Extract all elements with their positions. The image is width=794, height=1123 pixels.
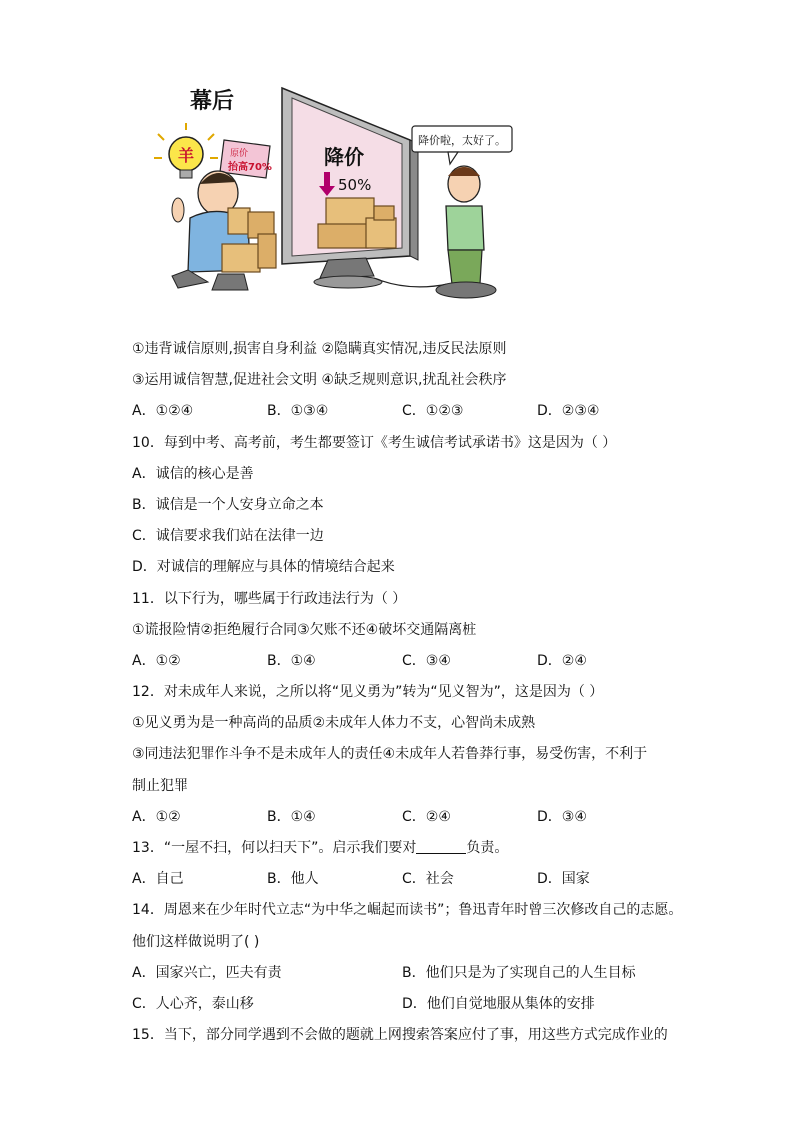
q9-options <box>132 396 672 427</box>
q13-stem-before: 13．“一屋不扫，何以扫天下”。启示我们要对 <box>132 840 417 856</box>
q11-option-b[interactable]: B．①④ <box>267 652 316 669</box>
q13-option-a[interactable]: A．自己 <box>132 871 184 888</box>
q12-statement-line-2: ③同违法犯罪作斗争不是未成年人的责任④未成年人若鲁莽行事，易受伤害，不利于 <box>132 746 648 763</box>
q14-option-d[interactable]: D．他们自觉地服从集体的安排 <box>402 995 595 1012</box>
price-tag-line1: 原价 <box>230 149 249 159</box>
q11-options <box>132 646 672 677</box>
q11-option-d[interactable]: D．②④ <box>537 652 587 669</box>
q10-option-b[interactable]: B．诚信是一个人安身立命之本 <box>132 496 324 513</box>
q14-stem-line-1: 14．周恩来在少年时代立志“为中华之崛起而读书”；鲁迅青年时曾三次修改自己的志愿。 <box>132 902 683 919</box>
q12-statement-line-1: ①见义勇为是一种高尚的品质②未成年人体力不支，心智尚未成熟 <box>132 715 536 732</box>
q14-option-b[interactable]: B．他们只是为了实现自己的人生目标 <box>402 964 636 981</box>
bulb-symbol: 羊 <box>178 146 195 165</box>
q10-option-c[interactable]: C．诚信要求我们站在法律一边 <box>132 528 324 545</box>
q11-statement: ①谎报险情②拒绝履行合同③欠账不还④破坏交通隔离桩 <box>132 621 477 638</box>
q12-option-a[interactable]: A．①② <box>132 808 181 825</box>
q12-stem: 12．对未成年人来说，之所以将“见义勇为”转为“见义智为”，这是因为（ ） <box>132 684 604 701</box>
speech-text: 降价啦，太好了。 <box>418 134 506 147</box>
q13-answer-blank[interactable] <box>416 839 466 854</box>
q14-options-row-1 <box>132 958 672 989</box>
q13-options <box>132 864 672 895</box>
q14-options-row-2 <box>132 989 672 1020</box>
q12-statement-line-3: 制止犯罪 <box>132 777 188 794</box>
q13-option-d[interactable]: D．国家 <box>537 871 590 888</box>
screen-boxes <box>318 198 396 248</box>
lightbulb-icon <box>154 123 218 178</box>
q13-stem <box>132 833 672 864</box>
q9-option-b[interactable]: B．①③④ <box>267 403 329 420</box>
q10-stem: 10．每到中考、高考前，考生都要签订《考生诚信考试承诺书》这是因为（ ） <box>132 434 617 451</box>
q9-statement-line-2: ③运用诚信智慧,促进社会文明 ④缺乏规则意识,扰乱社会秩序 <box>132 372 507 389</box>
q9-option-d[interactable]: D．②③④ <box>537 403 600 420</box>
screen-percent: 50% <box>338 176 372 194</box>
q14-option-c[interactable]: C．人心齐，泰山移 <box>132 995 254 1012</box>
speech-bubble <box>412 126 512 164</box>
cartoon-title: 幕后 <box>190 89 235 114</box>
q12-option-d[interactable]: D．③④ <box>537 808 587 825</box>
screen-title: 降价 <box>324 145 364 169</box>
q9-statement-line-1: ①违背诚信原则,损害自身利益 ②隐瞒真实情况,违反民法原则 <box>132 341 507 357</box>
q13-option-c[interactable]: C．社会 <box>402 871 454 888</box>
q9-option-a[interactable]: A．①②④ <box>132 403 194 420</box>
q11-option-a[interactable]: A．①② <box>132 652 181 669</box>
cartoon-illustration <box>148 78 518 310</box>
q13-stem-after: 负责。 <box>466 840 509 856</box>
q10-option-a[interactable]: A．诚信的核心是善 <box>132 465 254 482</box>
q12-options <box>132 802 672 833</box>
q14-option-a[interactable]: A．国家兴亡，匹夫有责 <box>132 964 282 981</box>
q9-option-c[interactable]: C．①②③ <box>402 403 464 420</box>
q11-stem: 11．以下行为，哪些属于行政违法行为（ ） <box>132 590 407 607</box>
q12-option-b[interactable]: B．①④ <box>267 808 316 825</box>
q10-option-d[interactable]: D．对诚信的理解应与具体的情境结合起来 <box>132 559 395 576</box>
question-list <box>132 334 683 1051</box>
price-tag-line2: 抬高70% <box>228 162 272 173</box>
customer-figure <box>436 166 496 298</box>
q13-option-b[interactable]: B．他人 <box>267 871 319 888</box>
q15-stem-line-1: 15．当下，部分同学遇到不会做的题就上网搜索答案应付了事，用这些方式完成作业的 <box>132 1027 668 1044</box>
q11-option-c[interactable]: C．③④ <box>402 652 451 669</box>
q14-stem-line-2: 他们这样做说明了( ) <box>132 933 260 950</box>
q12-option-c[interactable]: C．②④ <box>402 808 451 825</box>
